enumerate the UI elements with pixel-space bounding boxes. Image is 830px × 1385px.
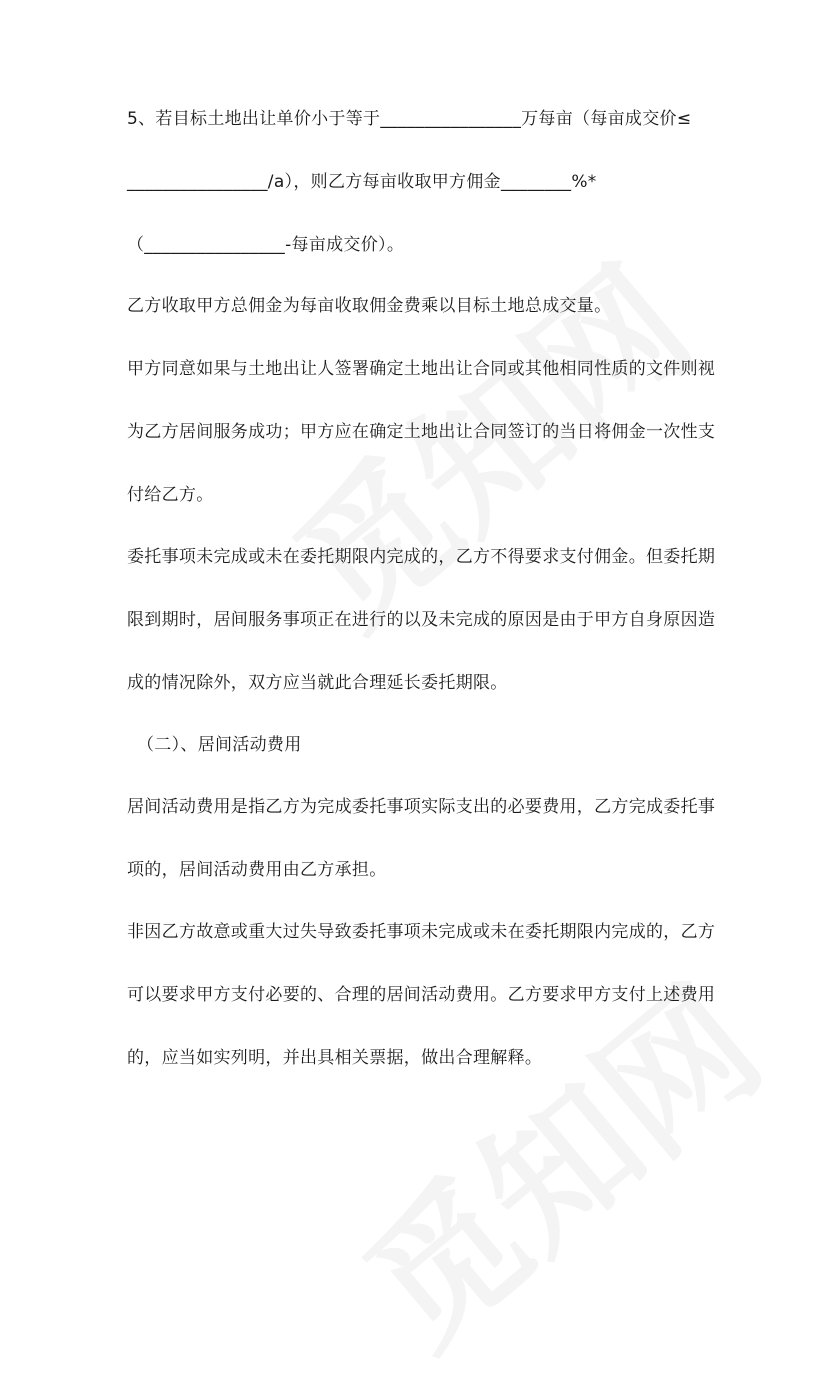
paragraph-line: 限到期时，居间服务事项正在进行的以及未完成的原因是由于甲方自身原因造 [127, 610, 716, 630]
paragraph-line: 委托事项未完成或未在委托期限内完成的，乙方不得要求支付佣金。但委托期 [127, 547, 716, 567]
paragraph-line: 非因乙方故意或重大过失导致委托事项未完成或未在委托期限内完成的，乙方 [127, 922, 716, 942]
section-heading: （二）、居间活动费用 [137, 735, 302, 755]
paragraph-line: 可以要求甲方支付必要的、合理的居间活动费用。乙方要求甲方支付上述费用 [127, 985, 716, 1005]
paragraph-line: 的，应当如实列明，并出具相关票据，做出合理解释。 [127, 1048, 543, 1068]
paragraph-line: 乙方收取甲方总佣金为每亩收取佣金费乘以目标土地总成交量。 [127, 296, 612, 316]
paragraph-line: 5、若目标土地出让单价小于等于________________万每亩（每亩成交价≤ [127, 109, 692, 129]
paragraph-line: 付给乙方。 [127, 485, 214, 505]
paragraph-line: 居间活动费用是指乙方为完成委托事项实际支出的必要费用，乙方完成委托事 [127, 797, 716, 817]
paragraph-line: ________________/a），则乙方每亩收取甲方佣金________%* [127, 172, 597, 192]
paragraph-line: 成的情况除外，双方应当就此合理延长委托期限。 [127, 673, 508, 693]
paragraph-line: （________________-每亩成交价）。 [127, 235, 405, 255]
paragraph-line: 甲方同意如果与土地出让人签署确定土地出让合同或其他相同性质的文件则视 [127, 359, 716, 379]
paragraph-line: 项的，居间活动费用由乙方承担。 [127, 860, 387, 880]
paragraph-line: 为乙方居间服务成功；甲方应在确定土地出让合同签订的当日将佣金一次性支 [127, 422, 716, 442]
